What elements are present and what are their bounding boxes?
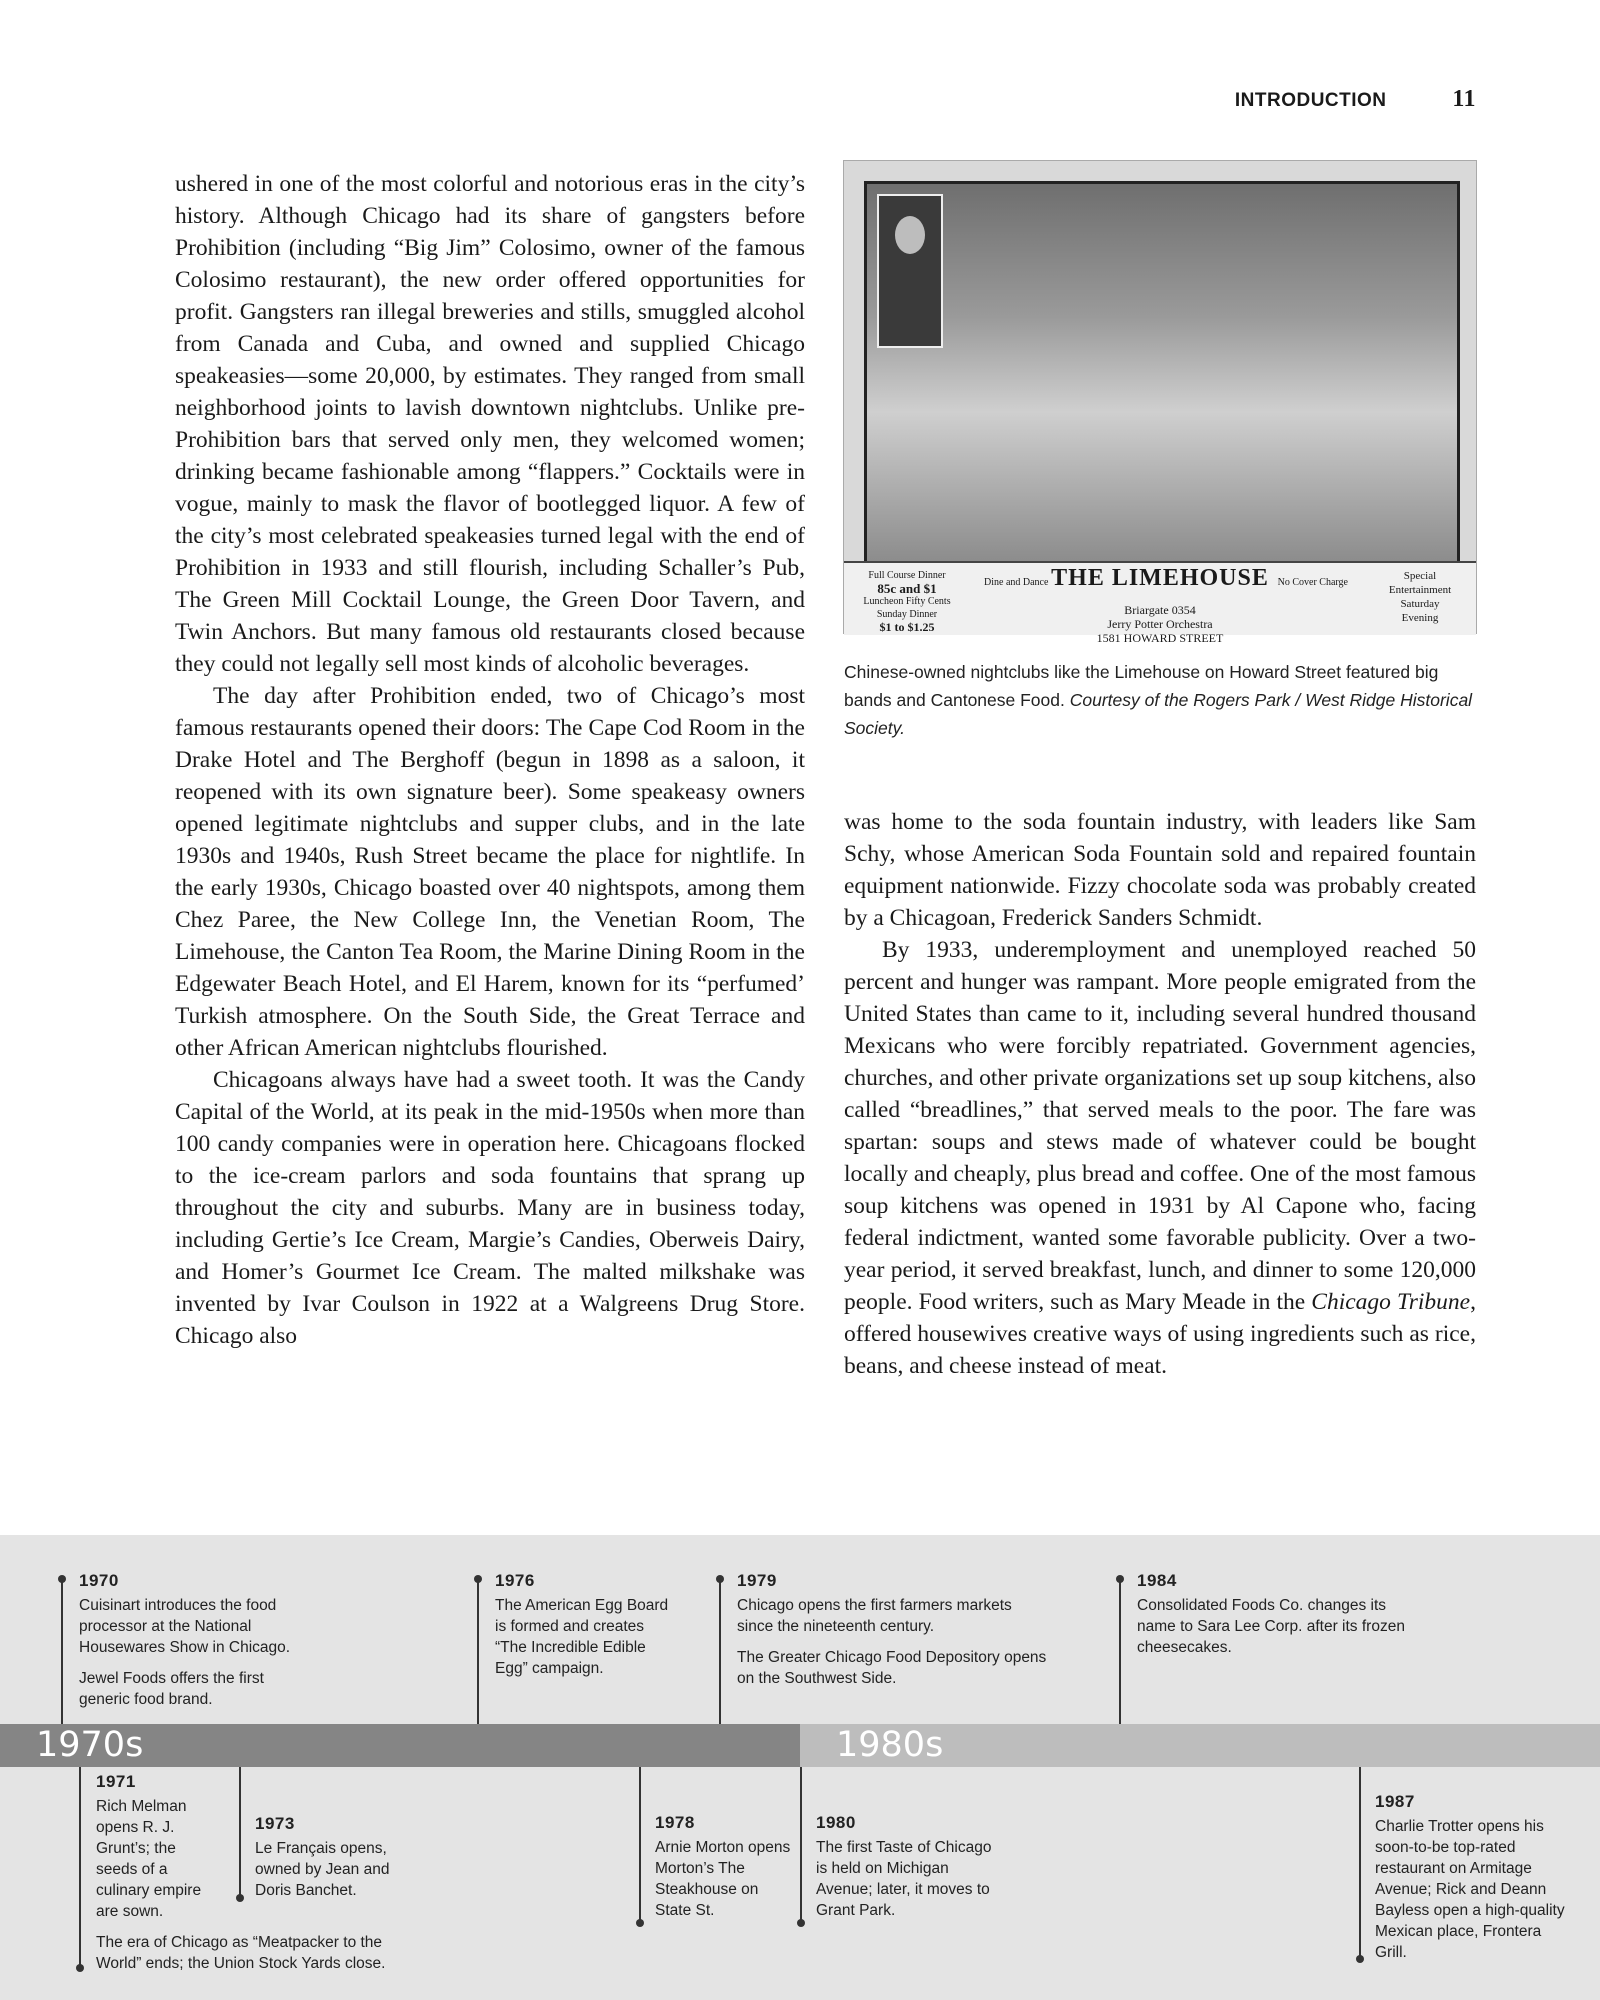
sign-text: Dine and Dance: [984, 577, 1049, 588]
event-text: Arnie Morton opens Morton’s The Steakhouse on State St.: [655, 1839, 791, 1919]
event-year: 1971: [96, 1772, 136, 1791]
caption-text: Chinese-owned nightclubs like the Limehouse on Howard Street featured big bands and Cantonese Food.: [844, 662, 1439, 710]
sign-text: $1 to $1.25: [879, 620, 935, 634]
right-text-column: [844, 806, 1476, 1382]
event-year: 1976: [495, 1571, 535, 1590]
paragraph-text: , offered housewives creative ways of using ingredients such as rice, beans, and cheese instead of meat.: [844, 1289, 1476, 1379]
timeline-event-1987: [1359, 1791, 1565, 1973]
sign-text: 85c and $1: [877, 581, 937, 596]
event-text: Le Français opens, owned by Jean and Doris Banchet.: [255, 1840, 390, 1899]
decade-label-1970s: 1970s: [36, 1725, 144, 1765]
sign-text: Briargate 0354: [1124, 603, 1196, 617]
event-year: 1970: [79, 1571, 119, 1590]
event-year: 1984: [1137, 1571, 1177, 1590]
timeline-event-1978: [639, 1812, 795, 1931]
left-text-column: [175, 168, 805, 1352]
decade-label-1980s: 1980s: [836, 1725, 944, 1765]
timeline-event-1976: [479, 1570, 675, 1689]
paragraph: The day after Prohibition ended, two of Chicago’s most famous restaurants opened their doors: The Cape Cod Room in the Drake Hotel and The Berghoff (begun in 1898 as a saloon, it reopened with its own signature beer). Some speakeasy owners opened legitimate nightclubs and supper clubs, and in the late 1930s and 1940s, Rush Street became the place for nightlife. In the early 1930s, Chicago boasted over 40 nightspots, among them Chez Paree, the New College Inn, the Venetian Room, The Limehouse, the Canton Tea Room, the Marine Dining Room in the Edgewater Beach Hotel, and El Harem, known for its “perfumed’ Turkish atmosphere. On the South Side, the Great Terrace and other African American nightclubs flourished.: [175, 683, 805, 1061]
event-year: 1978: [655, 1813, 695, 1832]
event-year: 1980: [816, 1813, 856, 1832]
paragraph: [844, 934, 1476, 1382]
event-text: Consolidated Foods Co. changes its name to Sara Lee Corp. after its frozen cheesecakes.: [1137, 1597, 1405, 1656]
limehouse-photo: [843, 160, 1477, 645]
newspaper-title: Chicago Tribune: [1311, 1289, 1471, 1315]
sign-text: Saturday: [1400, 598, 1440, 610]
sign-text: Full Course Dinner: [868, 570, 946, 581]
paragraph-text: By 1933, underemployment and unemployed reached 50 percent and hunger was rampant. More people emigrated from the United States than came to it, including several hundred thousand Mexicans who were forcibly repatriated. Government agencies, churches, and other private organizations set up soup kitchens, also called “breadlines,” that served meals to the poor. The fare was spartan: soups and stews made of whatever could be bought locally and cheaply, plus bread and coffee. One of the most famous soup kitchens was opened in 1931 by Al Capone who, facing federal indictment, wanted some favorable publicity. Over a two-year period, it served breakfast, lunch, and dinner to some 120,000 people. Food writers, such as Mary Meade in the: [844, 937, 1476, 1315]
event-text: Rich Melman opens R. J. Grunt’s; the seeds of a culinary empire are sown.: [96, 1798, 202, 1920]
event-year: 1987: [1375, 1792, 1415, 1811]
timeline-event-1984: [1121, 1570, 1407, 1668]
paragraph: Chicagoans always have had a sweet tooth. It was the Candy Capital of the World, at its peak in the mid-1950s when more than 100 candy companies were in operation here. Chicagoans flocked to the ice-cream parlors and soda fountains that sprang up throughout the city and suburbs. Many are in business today, including Gertie’s Ice Cream, Margie’s Candies, Oberweis Dairy, and Homer’s Gourmet Ice Cream. The malted milkshake was invented by Ivar Coulson in 1922 at a Walgreens Drug Store. Chicago also: [175, 1067, 805, 1349]
timeline-event-1973: [239, 1813, 415, 1911]
event-text: The era of Chicago as “Meatpacker to the World” ends; the Union Stock Yards close.: [96, 1934, 386, 1972]
timeline-event-1970: [63, 1570, 319, 1720]
sign-text: Entertainment: [1388, 584, 1452, 596]
timeline-event-1979: [721, 1570, 1047, 1699]
event-text: Charlie Trotter opens his soon-to-be top-rated restaurant on Armitage Avenue; Rick and Deann Bayless open a high-quality Mexican place, Frontera Grill.: [1375, 1818, 1565, 1961]
section-title: INTRODUCTION: [1234, 90, 1387, 111]
portrait-image: [877, 194, 943, 348]
decade-band: [0, 1724, 1600, 1767]
sign-text: Sunday Dinner: [876, 609, 938, 620]
event-text: Cuisinart introduces the food processor at the National Housewares Show in Chicago.: [79, 1597, 291, 1656]
paragraph: was home to the soda fountain industry, with leaders like Sam Schy, whose American Soda Fountain sold and repaired fountain equipment nationwide. Fizzy chocolate soda was probably created by a Chicagoan, Frederick Sanders Schmidt.: [844, 809, 1476, 931]
event-text: The first Taste of Chicago is held on Michigan Avenue; later, it moves to Grant Park.: [816, 1839, 992, 1919]
event-year: 1979: [737, 1571, 777, 1590]
caption-credit: Courtesy of the Rogers Park / West Ridge Historical Society.: [844, 690, 1473, 738]
dining-room-image: [864, 181, 1460, 567]
running-header: [1235, 86, 1476, 113]
food-history-timeline: [0, 1535, 1600, 2000]
event-text: The Greater Chicago Food Depository opens on the Southwest Side.: [737, 1649, 1047, 1687]
sign-text: Jerry Potter Orchestra: [1107, 617, 1213, 631]
sign-text: Luncheon Fifty Cents: [863, 596, 951, 607]
event-text: Jewel Foods offers the first generic food brand.: [79, 1670, 264, 1708]
page-number: 11: [1452, 86, 1476, 112]
sign-text: No Cover Charge: [1277, 577, 1348, 588]
event-text: Chicago opens the first farmers markets since the nineteenth century.: [737, 1597, 1012, 1635]
event-text: The American Egg Board is formed and creates “The Incredible Edible Egg” campaign.: [495, 1597, 669, 1677]
paragraph: ushered in one of the most colorful and notorious eras in the city’s history. Although Chicago had its share of gangsters before Prohibition (including “Big Jim” Colosimo, owner of the famous Colosimo restaurant), the new order offered opportunities for profit. Gangsters ran illegal breweries and stills, smuggled alcohol from Canada and Cuba, and owned and supplied Chicago speakeasies—some 20,000, by estimates. They ranged from small neighborhood joints to lavish downtown nightclubs. Unlike pre-Prohibition bars that served only men, they welcomed women; drinking became fashionable among “flappers.” Cocktails were in vogue, mainly to mask the flavor of bootlegged liquor. A few of the city’s most celebrated speakeasies turned legal with the end of Prohibition in 1933 and still flourish, including Schaller’s Pub, The Green Mill Cocktail Lounge, the Green Door Tavern, and Twin Anchors. But many famous old restaurants closed because they could not legally sell most kinds of alcoholic beverages.: [175, 171, 805, 677]
photo-caption: [844, 658, 1474, 742]
sign-text: Special: [1403, 570, 1437, 582]
sign-text: 1581 HOWARD STREET: [1096, 631, 1224, 645]
timeline-event-1980: [800, 1812, 1006, 1931]
sign-title: THE LIMEHOUSE: [1051, 565, 1269, 591]
limehouse-sign: [844, 561, 1476, 645]
sign-text: Evening: [1401, 612, 1439, 624]
sign-entertainment: [1370, 569, 1470, 625]
event-year: 1973: [255, 1814, 295, 1833]
